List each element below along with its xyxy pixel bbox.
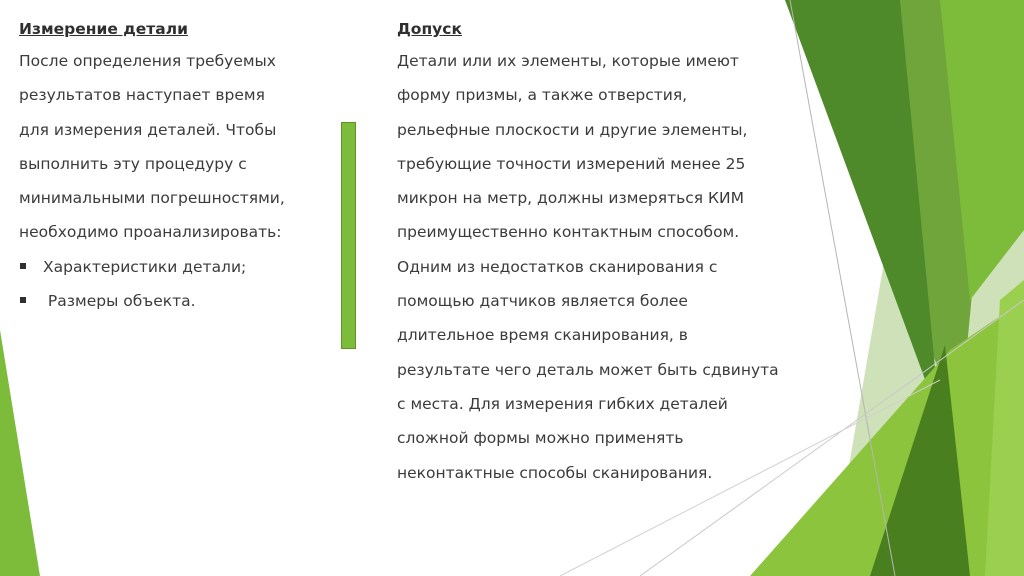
- facet-left-green: [0, 330, 40, 576]
- right-line: Одним из недостатков сканирования с: [397, 257, 718, 276]
- right-line: рельефные плоскости и другие элементы,: [397, 120, 748, 139]
- right-line: Детали или их элементы, которые имеют: [397, 52, 739, 70]
- left-column: [19, 14, 319, 318]
- bullet-item: [19, 284, 319, 318]
- left-line: минимальными погрешностями,: [19, 189, 285, 208]
- square-bullet-icon: [20, 297, 26, 303]
- bullet-item: [19, 250, 319, 284]
- left-paragraph: [19, 44, 319, 250]
- left-line: выполнить эту процедуру с: [19, 154, 247, 173]
- left-line: результатов наступает время: [19, 86, 265, 105]
- right-line: микрон на метр, должны измеряться КИМ: [397, 189, 745, 208]
- right-line: с места. Для измерения гибких деталей: [397, 394, 728, 413]
- left-line: для измерения деталей. Чтобы: [19, 120, 277, 139]
- right-line: преимущественно контактным способом.: [397, 223, 740, 242]
- left-line: необходимо проанализировать:: [19, 223, 282, 242]
- right-line: сложной формы можно применять: [397, 429, 684, 448]
- right-heading: Допуск: [397, 20, 462, 38]
- right-line: форму призмы, а также отверстия,: [397, 86, 688, 105]
- right-line: неконтактные способы сканирования.: [397, 463, 713, 482]
- right-paragraph: [397, 44, 817, 490]
- right-line: помощью датчиков является более: [397, 292, 688, 311]
- left-heading: Измерение детали: [19, 20, 188, 38]
- bullet-text: Характеристики детали;: [43, 257, 247, 276]
- left-bullet-list: [19, 250, 319, 319]
- right-line: результате чего деталь может быть сдвинута: [397, 360, 779, 379]
- square-bullet-icon: [20, 263, 26, 269]
- green-divider-bar: [341, 122, 356, 349]
- right-column: [397, 14, 817, 490]
- left-line: После определения требуемых: [19, 52, 276, 70]
- right-line: требующие точности измерений менее 25: [397, 154, 746, 173]
- right-line: длительное время сканирования, в: [397, 326, 688, 345]
- bullet-text: Размеры объекта.: [43, 292, 196, 311]
